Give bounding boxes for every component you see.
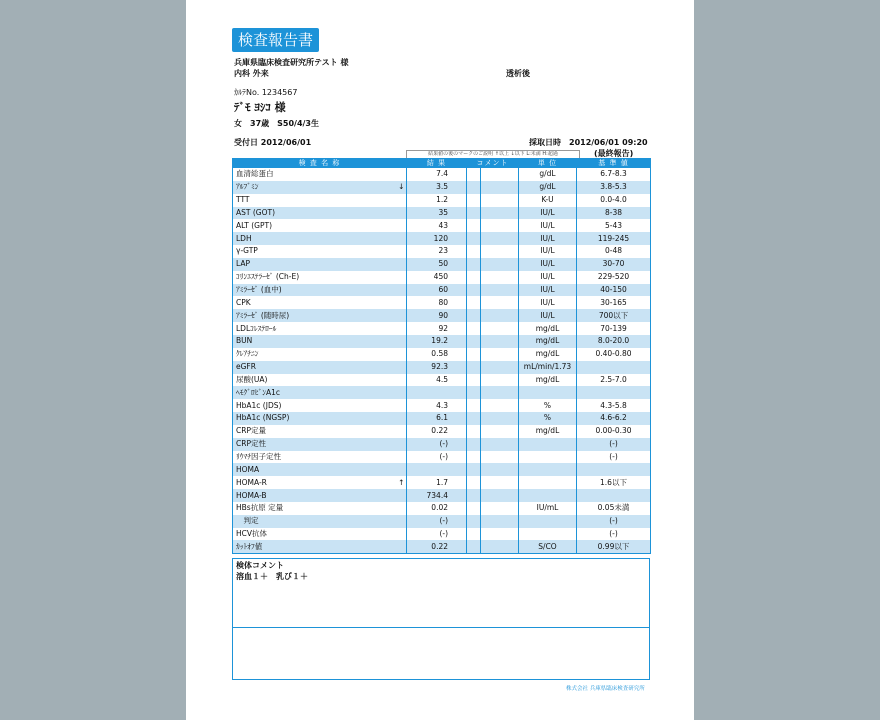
reference-range: 0.00-0.30	[577, 425, 651, 438]
unit: mg/dL	[519, 425, 577, 438]
unit: IU/L	[519, 219, 577, 232]
unit	[519, 386, 577, 399]
result-value: 1.2	[407, 194, 467, 207]
comment-cell	[467, 515, 481, 528]
comment-cell-2	[481, 207, 519, 220]
reference-range: 4.6-6.2	[577, 412, 651, 425]
header-unit: 単 位	[519, 159, 577, 169]
reference-range: 40-150	[577, 284, 651, 297]
flag-arrow	[397, 425, 407, 438]
flag-arrow	[397, 219, 407, 232]
comment-cell	[467, 386, 481, 399]
comment-cell-2	[481, 284, 519, 297]
test-name: γ-GTP	[233, 245, 397, 258]
unit: IU/mL	[519, 502, 577, 515]
header-reference: 基 準 値	[577, 159, 651, 169]
result-value: (-)	[407, 515, 467, 528]
test-name: 尿酸(UA)	[233, 374, 397, 387]
comment-cell	[467, 245, 481, 258]
test-name: ｸﾚｱﾁﾆﾝ	[233, 348, 397, 361]
reference-range	[577, 489, 651, 502]
comment-cell	[467, 296, 481, 309]
flag-arrow	[397, 502, 407, 515]
flag-arrow	[397, 361, 407, 374]
unit: IU/L	[519, 232, 577, 245]
test-name: HOMA-R	[233, 476, 397, 489]
comment-cell-2	[481, 168, 519, 181]
result-value: 450	[407, 271, 467, 284]
comment-cell	[467, 476, 481, 489]
flag-arrow	[397, 463, 407, 476]
unit: mg/dL	[519, 322, 577, 335]
table-row	[233, 348, 651, 361]
comment-cell	[467, 322, 481, 335]
reference-range: (-)	[577, 438, 651, 451]
result-value: 35	[407, 207, 467, 220]
test-name: HCV抗体	[233, 528, 397, 541]
flag-arrow	[397, 309, 407, 322]
comment-cell	[467, 271, 481, 284]
comment-cell-2	[481, 219, 519, 232]
unit	[519, 528, 577, 541]
unit: mg/dL	[519, 335, 577, 348]
table-row	[233, 232, 651, 245]
unit: g/dL	[519, 168, 577, 181]
unit: mg/dL	[519, 374, 577, 387]
specimen-comment-box	[232, 558, 650, 680]
comment-cell-2	[481, 296, 519, 309]
comment-cell-2	[481, 374, 519, 387]
comment-cell	[467, 463, 481, 476]
unit: mL/min/1.73	[519, 361, 577, 374]
table-row	[233, 284, 651, 297]
comment-cell-2	[481, 335, 519, 348]
unit: IU/L	[519, 271, 577, 284]
comment-cell	[467, 438, 481, 451]
comment-cell-2	[481, 476, 519, 489]
flag-arrow	[397, 412, 407, 425]
comment-cell	[467, 361, 481, 374]
lab-name: 兵庫県臨床検査研究所テスト 様	[234, 58, 349, 67]
flag-arrow	[397, 335, 407, 348]
table-row	[233, 168, 651, 181]
comment-cell-2	[481, 361, 519, 374]
table-row	[233, 258, 651, 271]
test-name: ｱﾙﾌﾞﾐﾝ	[233, 181, 397, 194]
table-row	[233, 399, 651, 412]
reference-range: 700以下	[577, 309, 651, 322]
test-name: CRP定性	[233, 438, 397, 451]
test-name: AST (GOT)	[233, 207, 397, 220]
result-value: 4.5	[407, 374, 467, 387]
table-row	[233, 322, 651, 335]
report-status: (最終報告)	[594, 149, 634, 158]
result-value: 80	[407, 296, 467, 309]
flag-arrow	[397, 348, 407, 361]
reference-range: 3.8-5.3	[577, 181, 651, 194]
test-name: ｺﾘﾝｴｽﾃﾗｰｾﾞ (Ch-E)	[233, 271, 397, 284]
flag-arrow	[397, 528, 407, 541]
unit: %	[519, 412, 577, 425]
result-value: 0.22	[407, 425, 467, 438]
comment-cell-2	[481, 271, 519, 284]
comment-cell-2	[481, 451, 519, 464]
test-name: BUN	[233, 335, 397, 348]
report-title: 検査報告書	[232, 28, 319, 52]
table-row	[233, 489, 651, 502]
flag-arrow	[397, 207, 407, 220]
result-value: 60	[407, 284, 467, 297]
flag-arrow	[397, 296, 407, 309]
comment-cell	[467, 489, 481, 502]
comment-cell	[467, 528, 481, 541]
test-name: ﾍﾓｸﾞﾛﾋﾞﾝA1c	[233, 386, 397, 399]
table-row	[233, 451, 651, 464]
test-name: eGFR	[233, 361, 397, 374]
table-row	[233, 540, 651, 553]
comment-cell-2	[481, 489, 519, 502]
table-row	[233, 245, 651, 258]
flag-arrow	[397, 168, 407, 181]
test-name: ｶｯﾄｵﾌ値	[233, 540, 397, 553]
test-name: HOMA	[233, 463, 397, 476]
table-row	[233, 476, 651, 489]
comment-cell	[467, 425, 481, 438]
unit: mg/dL	[519, 348, 577, 361]
reference-range: 8.0-20.0	[577, 335, 651, 348]
flag-arrow: ↓	[397, 181, 407, 194]
table-row	[233, 335, 651, 348]
unit: IU/L	[519, 207, 577, 220]
flag-arrow	[397, 399, 407, 412]
flag-arrow	[397, 245, 407, 258]
reference-range: 0-48	[577, 245, 651, 258]
reference-range: (-)	[577, 528, 651, 541]
comment-cell-2	[481, 348, 519, 361]
unit: g/dL	[519, 181, 577, 194]
arrow-legend-note: 結果値の後のマークのご説明 ↑以上 ↓以下 L:未満 H:超過	[406, 150, 580, 159]
test-name: ｱﾐﾗｰｾﾞ (随時尿)	[233, 309, 397, 322]
comment-cell-2	[481, 245, 519, 258]
comment-cell-2	[481, 502, 519, 515]
result-value: 1.7	[407, 476, 467, 489]
reference-range: (-)	[577, 515, 651, 528]
specimen-comment-text: 溶血１＋ 乳び１＋	[236, 572, 308, 581]
reference-range: 119-245	[577, 232, 651, 245]
unit: IU/L	[519, 258, 577, 271]
unit	[519, 476, 577, 489]
result-value: 3.5	[407, 181, 467, 194]
comment-cell	[467, 412, 481, 425]
report-page	[186, 0, 694, 720]
table-row	[233, 463, 651, 476]
comment-cell-2	[481, 438, 519, 451]
table-row	[233, 181, 651, 194]
comment-cell-2	[481, 399, 519, 412]
result-value: 7.4	[407, 168, 467, 181]
table-header-row	[233, 159, 651, 169]
result-value: 0.22	[407, 540, 467, 553]
unit: IU/L	[519, 296, 577, 309]
result-value	[407, 463, 467, 476]
result-value: 92.3	[407, 361, 467, 374]
result-value: 50	[407, 258, 467, 271]
result-value: 4.3	[407, 399, 467, 412]
comment-cell	[467, 219, 481, 232]
reference-range: 1.6以下	[577, 476, 651, 489]
unit	[519, 515, 577, 528]
flag-arrow	[397, 438, 407, 451]
table-row	[233, 219, 651, 232]
reference-range: 30-165	[577, 296, 651, 309]
comment-cell	[467, 284, 481, 297]
test-name: LAP	[233, 258, 397, 271]
result-value: (-)	[407, 438, 467, 451]
flag-arrow: ↑	[397, 476, 407, 489]
department: 内科 外来	[234, 69, 269, 78]
header-test-name: 検 査 名 称	[233, 159, 407, 169]
comment-cell-2	[481, 540, 519, 553]
comment-cell	[467, 207, 481, 220]
result-value: 92	[407, 322, 467, 335]
test-name: CRP定量	[233, 425, 397, 438]
table-row	[233, 386, 651, 399]
result-value	[407, 386, 467, 399]
collection-datetime: 採取日時 2012/06/01 09:20	[529, 138, 648, 147]
comment-cell-2	[481, 425, 519, 438]
table-row	[233, 194, 651, 207]
reference-range: 70-139	[577, 322, 651, 335]
flag-arrow	[397, 489, 407, 502]
table-row	[233, 374, 651, 387]
comment-cell	[467, 451, 481, 464]
reference-range: 0.0-4.0	[577, 194, 651, 207]
result-value: 23	[407, 245, 467, 258]
patient-info: 女 37歳 S50/4/3生	[234, 119, 320, 128]
comment-cell-2	[481, 232, 519, 245]
reference-range	[577, 463, 651, 476]
reference-range: (-)	[577, 451, 651, 464]
comment-cell-2	[481, 309, 519, 322]
test-name: 判定	[233, 515, 397, 528]
flag-arrow	[397, 284, 407, 297]
reference-range: 6.7-8.3	[577, 168, 651, 181]
reference-range	[577, 361, 651, 374]
flag-arrow	[397, 322, 407, 335]
flag-arrow	[397, 386, 407, 399]
table-row	[233, 528, 651, 541]
test-name: HbA1c (NGSP)	[233, 412, 397, 425]
comment-cell	[467, 335, 481, 348]
flag-arrow	[397, 271, 407, 284]
test-name: 血清総蛋白	[233, 168, 397, 181]
test-name: ﾘｳﾏﾁ因子定性	[233, 451, 397, 464]
table-row	[233, 438, 651, 451]
table-row	[233, 425, 651, 438]
reference-range: 229-520	[577, 271, 651, 284]
unit: S/CO	[519, 540, 577, 553]
table-row	[233, 502, 651, 515]
test-name: LDH	[233, 232, 397, 245]
result-value: 0.58	[407, 348, 467, 361]
header-result: 結 果	[407, 159, 467, 169]
comment-cell-2	[481, 515, 519, 528]
test-name: ｱﾐﾗｰｾﾞ (血中)	[233, 284, 397, 297]
flag-arrow	[397, 194, 407, 207]
reference-range: 0.05未満	[577, 502, 651, 515]
unit: IU/L	[519, 245, 577, 258]
result-value: (-)	[407, 528, 467, 541]
comment-cell-2	[481, 463, 519, 476]
result-value: (-)	[407, 451, 467, 464]
comment-cell-2	[481, 258, 519, 271]
comment-cell	[467, 194, 481, 207]
comment-cell-2	[481, 386, 519, 399]
footer-company: 株式会社 兵庫県臨床検査研究所	[566, 686, 645, 692]
table-row	[233, 412, 651, 425]
result-value: 6.1	[407, 412, 467, 425]
comment-cell-2	[481, 528, 519, 541]
comment-cell	[467, 374, 481, 387]
unit	[519, 451, 577, 464]
flag-arrow	[397, 258, 407, 271]
unit: %	[519, 399, 577, 412]
unit	[519, 438, 577, 451]
result-value: 0.02	[407, 502, 467, 515]
test-name: ALT (GPT)	[233, 219, 397, 232]
results-table	[232, 158, 651, 554]
test-name: HbA1c (JDS)	[233, 399, 397, 412]
comment-cell-2	[481, 412, 519, 425]
table-row	[233, 296, 651, 309]
result-value: 43	[407, 219, 467, 232]
reference-range: 0.40-0.80	[577, 348, 651, 361]
patient-name: ﾃﾞﾓ ﾖｼｺ 様	[234, 101, 286, 114]
test-name: TTT	[233, 194, 397, 207]
unit: IU/L	[519, 284, 577, 297]
header-comment: コメント	[467, 159, 519, 169]
flag-arrow	[397, 451, 407, 464]
test-name: LDLｺﾚｽﾃﾛｰﾙ	[233, 322, 397, 335]
reference-range: 4.3-5.8	[577, 399, 651, 412]
test-name: HBs抗原 定量	[233, 502, 397, 515]
table-row	[233, 207, 651, 220]
result-value: 19.2	[407, 335, 467, 348]
comment-cell	[467, 399, 481, 412]
comment-cell	[467, 168, 481, 181]
results-body	[233, 168, 651, 554]
result-value: 90	[407, 309, 467, 322]
table-row	[233, 361, 651, 374]
reference-range	[577, 386, 651, 399]
comment-cell-2	[481, 322, 519, 335]
test-name: HOMA-B	[233, 489, 397, 502]
unit	[519, 463, 577, 476]
received-date: 受付日 2012/06/01	[234, 138, 312, 147]
unit	[519, 489, 577, 502]
result-value: 120	[407, 232, 467, 245]
flag-arrow	[397, 232, 407, 245]
reference-range: 5-43	[577, 219, 651, 232]
reference-range: 0.99以下	[577, 540, 651, 553]
comment-divider	[233, 627, 649, 628]
dialysis-label: 透析後	[506, 69, 530, 78]
table-row	[233, 515, 651, 528]
reference-range: 2.5-7.0	[577, 374, 651, 387]
comment-cell	[467, 181, 481, 194]
comment-cell	[467, 540, 481, 553]
comment-cell	[467, 309, 481, 322]
flag-arrow	[397, 374, 407, 387]
table-row	[233, 271, 651, 284]
specimen-comment-label: 検体コメント	[236, 561, 284, 570]
flag-arrow	[397, 540, 407, 553]
table-row	[233, 309, 651, 322]
unit: IU/L	[519, 309, 577, 322]
reference-range: 8-38	[577, 207, 651, 220]
chart-number: ｶﾙﾃNo. 1234567	[234, 88, 298, 97]
test-name: CPK	[233, 296, 397, 309]
reference-range: 30-70	[577, 258, 651, 271]
flag-arrow	[397, 515, 407, 528]
comment-cell-2	[481, 194, 519, 207]
comment-cell	[467, 232, 481, 245]
comment-cell-2	[481, 181, 519, 194]
comment-cell	[467, 502, 481, 515]
result-value: 734.4	[407, 489, 467, 502]
unit: K-U	[519, 194, 577, 207]
comment-cell	[467, 348, 481, 361]
comment-cell	[467, 258, 481, 271]
